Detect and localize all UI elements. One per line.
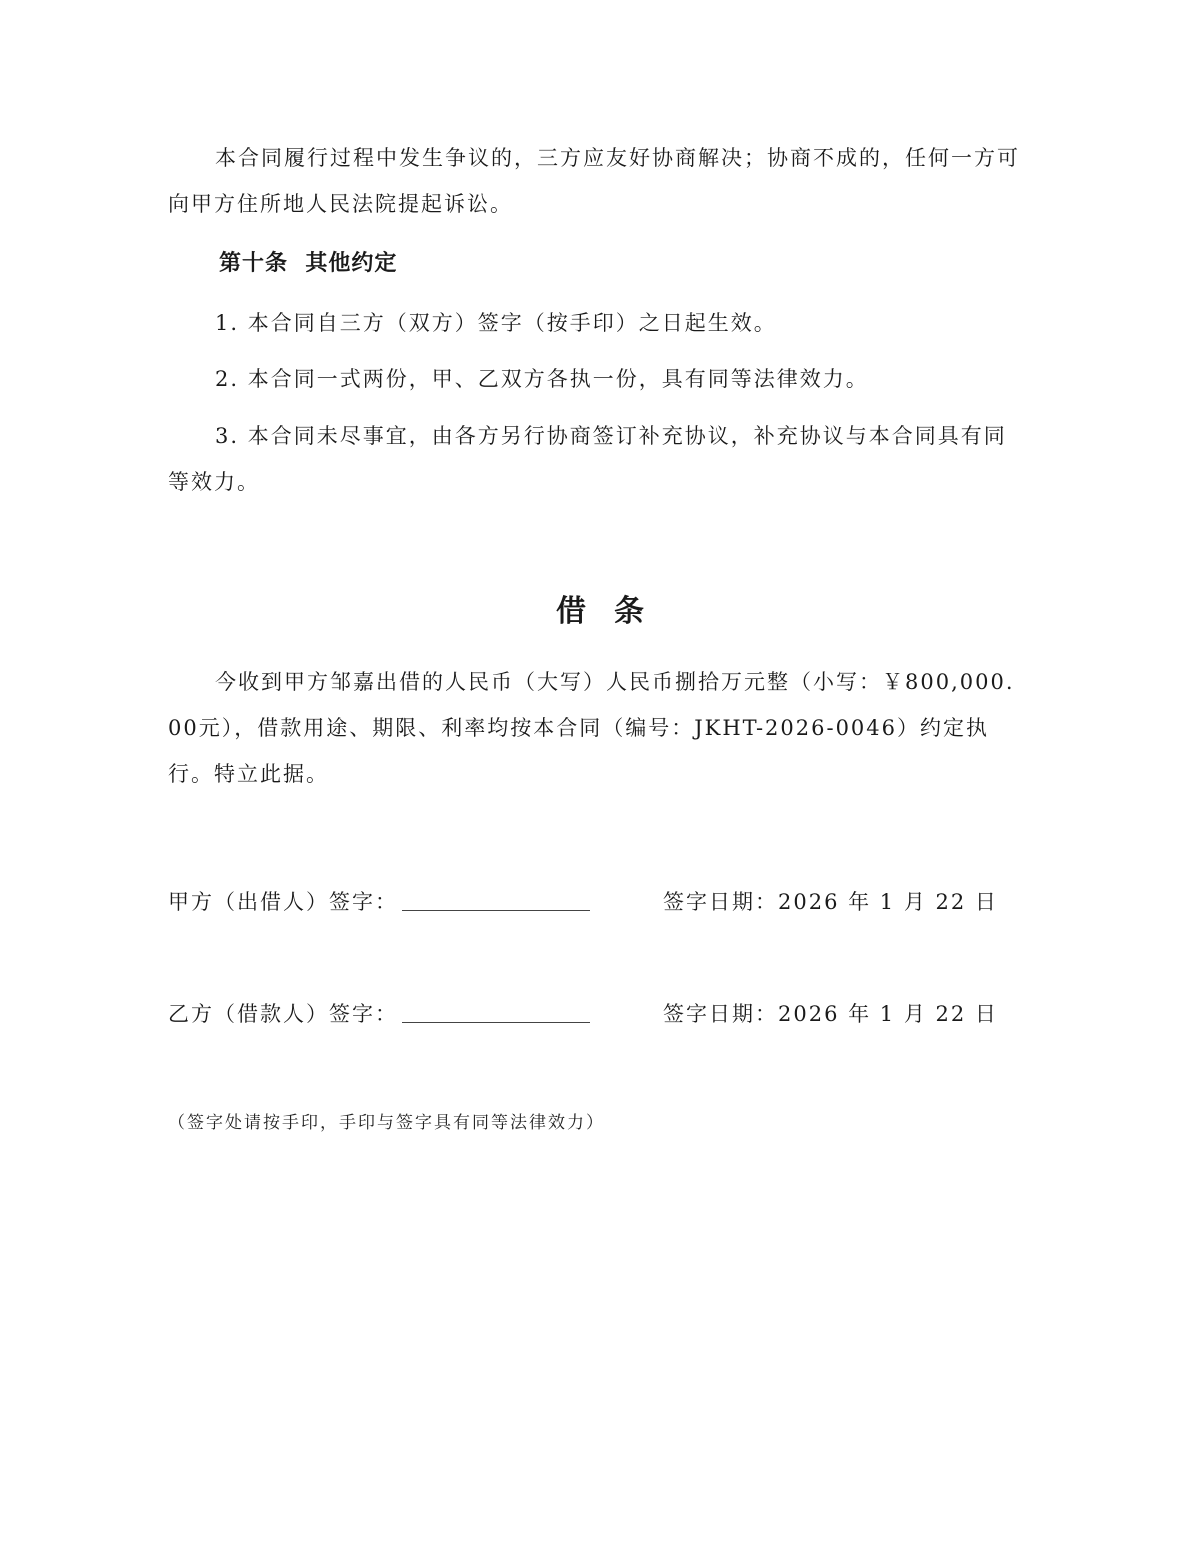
party-a-signature-blank[interactable] <box>402 892 590 911</box>
article-ten-heading: 第十条 其他约定 <box>219 250 398 276</box>
party-a-signature-date: 签字日期：2026 年 1 月 22 日 <box>663 890 998 914</box>
iou-body: 今收到甲方邹嘉出借的人民币（大写）人民币捌拾万元整（小写：￥800,000.00元），借款用途、期限、利率均按本合同（编号：JKHT-2026-0046）约定执行。特立此据。 <box>168 670 1015 786</box>
party-b-signature-date: 签字日期：2026 年 1 月 22 日 <box>663 1002 998 1026</box>
party-b-signature-line <box>168 998 590 1028</box>
article-ten-item-1: 1. 本合同自三方（双方）签字（按手印）之日起生效。 <box>215 311 777 335</box>
fingerprint-note: （签字处请按手印，手印与签字具有同等法律效力） <box>168 1113 605 1133</box>
iou-title: 借条 <box>556 594 672 629</box>
party-a-signature-line <box>168 886 590 916</box>
article-ten-item-2: 2. 本合同一式两份，甲、乙双方各执一份，具有同等法律效力。 <box>215 367 869 391</box>
party-b-signature-label: 乙方（借款人）签字： <box>168 1002 398 1026</box>
dispute-resolution-paragraph: 本合同履行过程中发生争议的，三方应友好协商解决；协商不成的，任何一方可向甲方住所地人民法院提起诉讼。 <box>168 146 1020 216</box>
article-ten-item-3: 3. 本合同未尽事宜，由各方另行协商签订补充协议，补充协议与本合同具有同等效力。 <box>168 424 1007 494</box>
party-b-signature-blank[interactable] <box>402 1004 590 1023</box>
party-a-signature-label: 甲方（出借人）签字： <box>168 890 398 914</box>
